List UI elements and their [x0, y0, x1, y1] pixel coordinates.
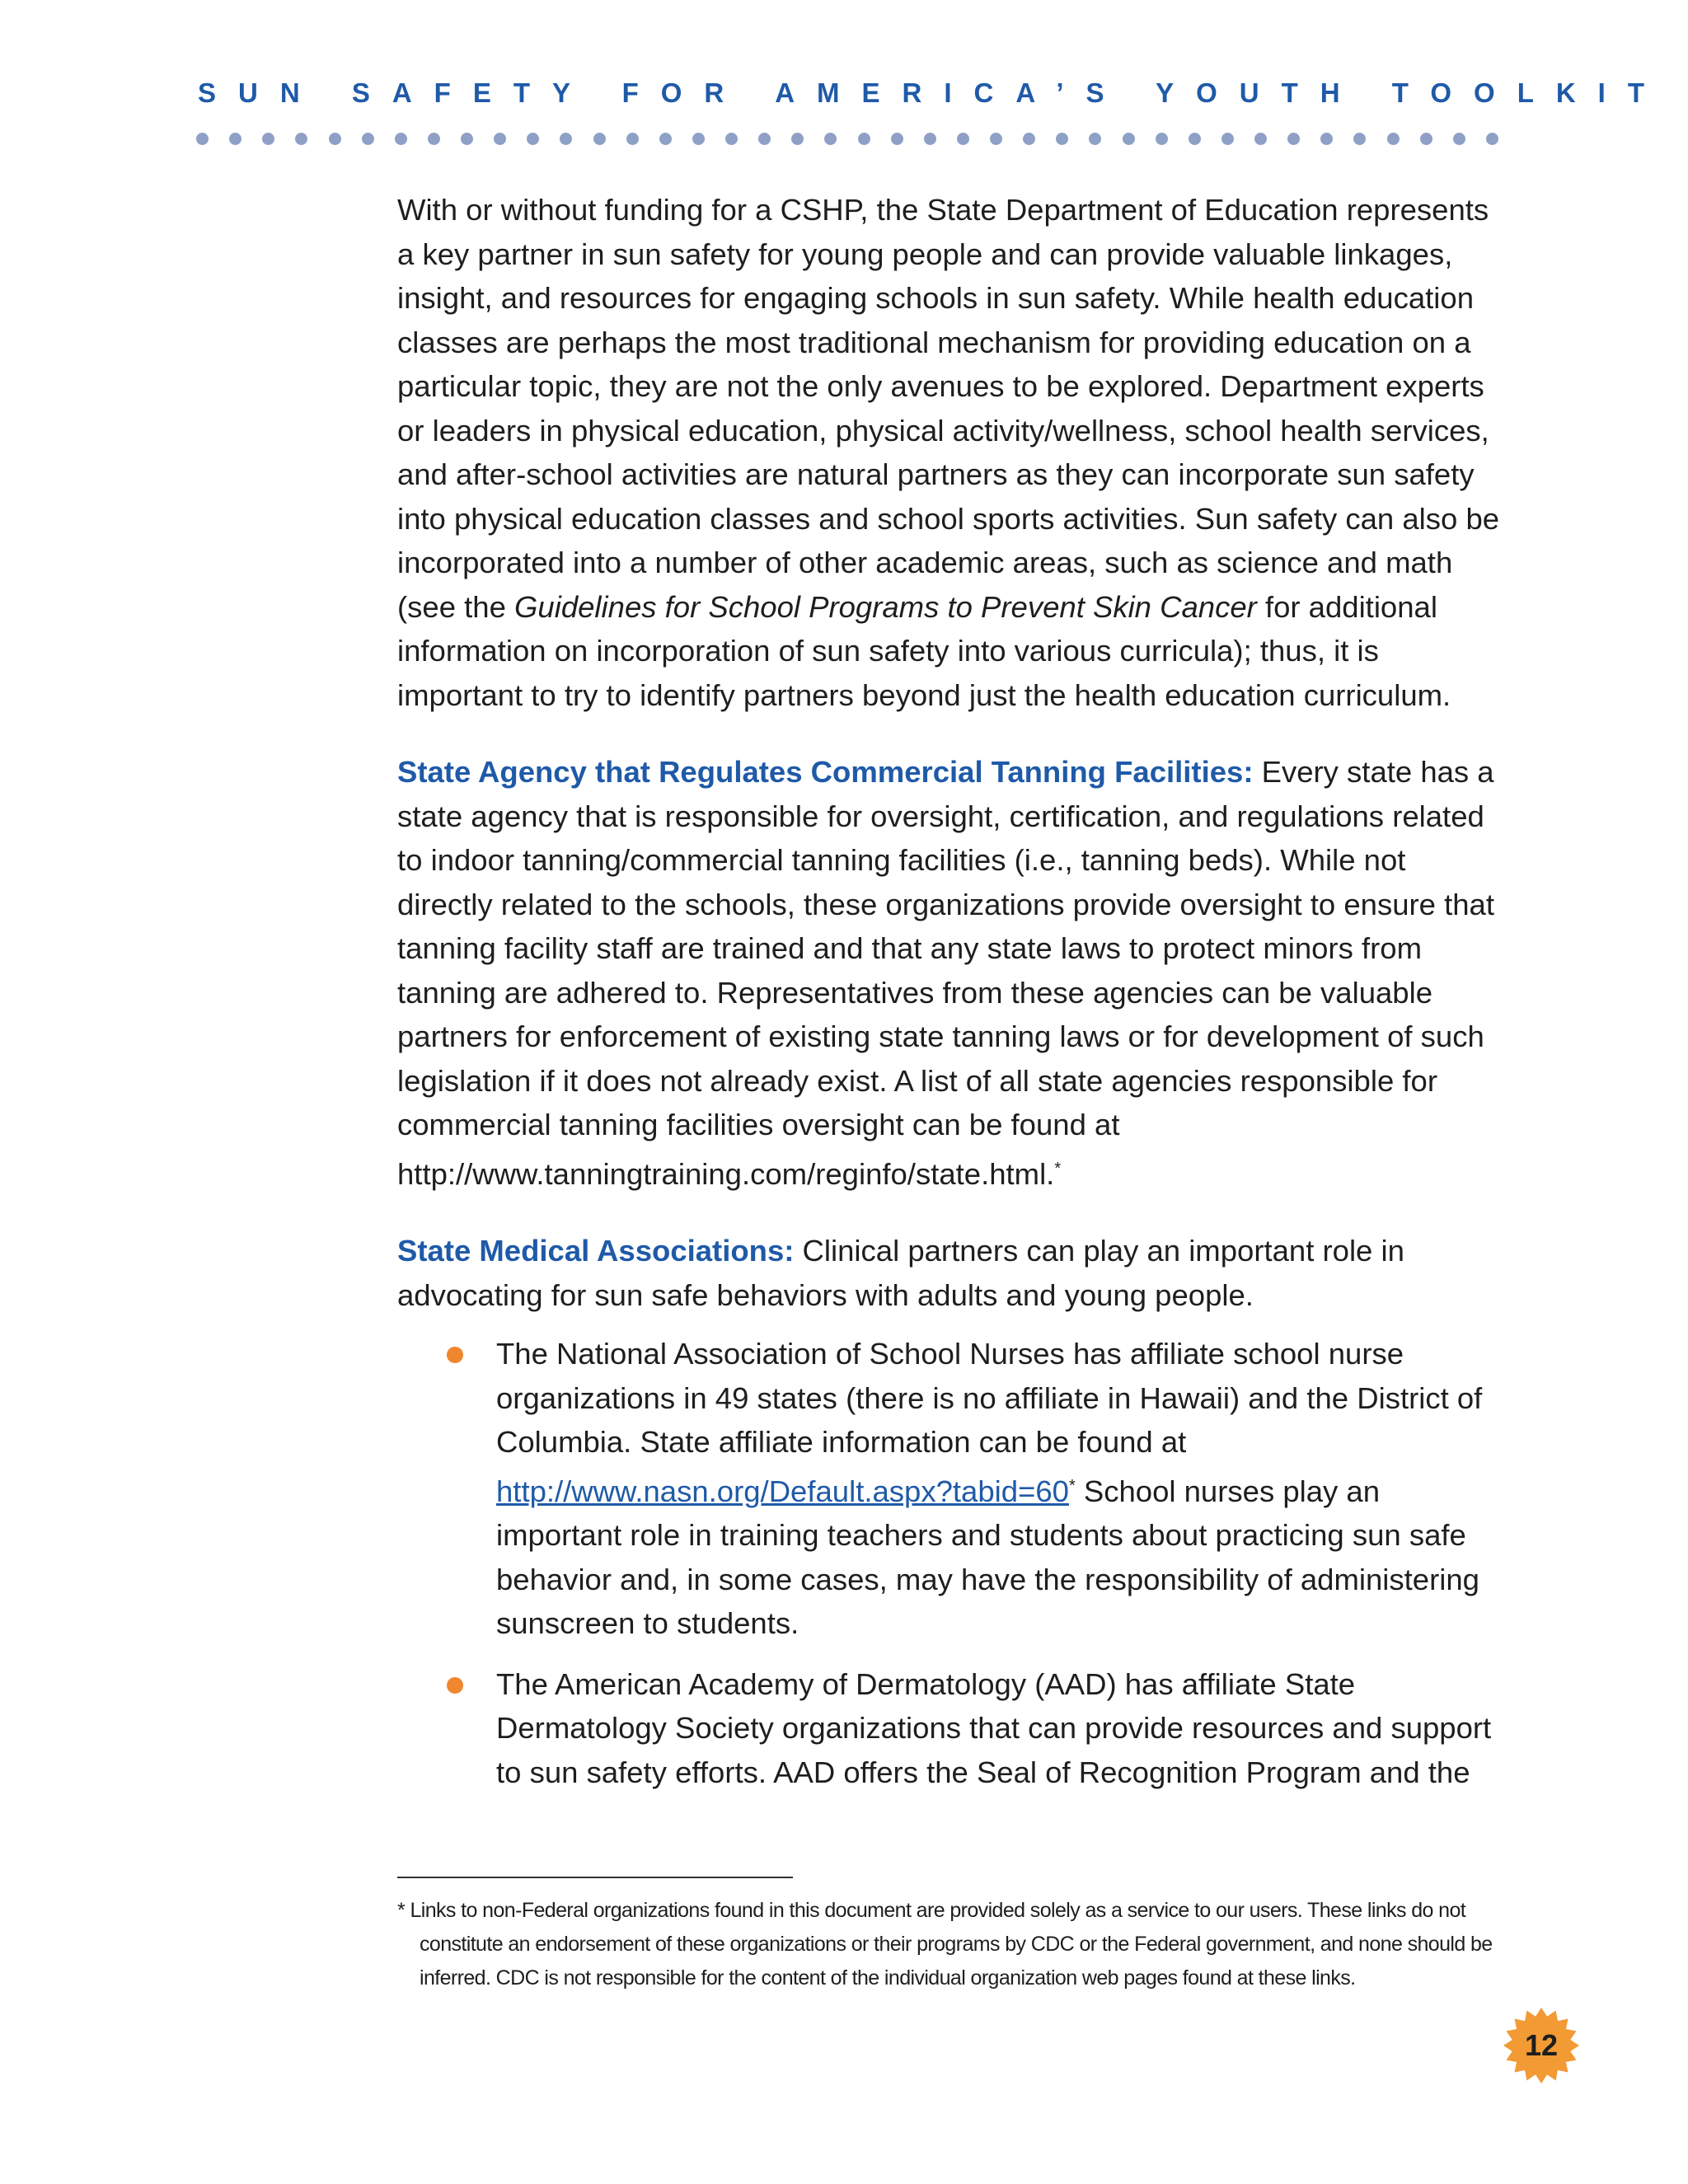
- divider-dot: [494, 133, 506, 145]
- divider-dot: [593, 133, 606, 145]
- intro-paragraph: [397, 188, 1502, 717]
- divider-dot: [626, 133, 639, 145]
- divider-dot: [858, 133, 870, 145]
- divider-dot: [229, 133, 241, 145]
- medical-heading: State Medical Associations:: [397, 1234, 795, 1268]
- bullet-dot-icon: [447, 1677, 463, 1694]
- medical-text: Clinical partners can play an important role in advocating for sun safe behaviors with adults and young people.: [397, 1234, 1404, 1312]
- main-content: [397, 188, 1502, 1811]
- bullet-list: [397, 1332, 1502, 1794]
- guidelines-title: Guidelines for School Programs to Prevent Skin Cancer: [514, 589, 1257, 624]
- divider-dot: [262, 133, 274, 145]
- tanning-footnote-mark: *: [1054, 1159, 1062, 1178]
- divider-dot: [1287, 133, 1300, 145]
- divider-dot: [1420, 133, 1432, 145]
- divider-dot: [527, 133, 539, 145]
- nasn-link[interactable]: http://www.nasn.org/Default.aspx?tabid=60: [496, 1474, 1069, 1508]
- divider-dot: [395, 133, 407, 145]
- divider-dot: [1353, 133, 1366, 145]
- divider-dot: [428, 133, 440, 145]
- divider-dot: [725, 133, 738, 145]
- divider-dot: [560, 133, 572, 145]
- divider-dot: [990, 133, 1002, 145]
- divider-dot: [1221, 133, 1234, 145]
- list-item: [397, 1332, 1502, 1646]
- tanning-paragraph: [397, 750, 1502, 1196]
- divider-dot: [924, 133, 936, 145]
- divider-dot: [1387, 133, 1400, 145]
- divider-dot: [692, 133, 705, 145]
- medical-paragraph: [397, 1229, 1502, 1317]
- divider-dot: [1453, 133, 1465, 145]
- divider-dot: [1023, 133, 1035, 145]
- divider-dot: [1254, 133, 1267, 145]
- divider-dot: [1189, 133, 1201, 145]
- divider-dot: [1320, 133, 1333, 145]
- divider-dot: [659, 133, 672, 145]
- footnote: * Links to non-Federal organizations found in this document are provided solely as a service to our users. These links do not constitute an endorsement of these organizations or their programs by CDC or the Federal government, and none should be inferred. CDC is not responsible for the content of the individual organization web pages found at these links.: [397, 1899, 1493, 1990]
- bullet-dot-icon: [447, 1347, 463, 1363]
- dotted-divider: [196, 131, 1498, 146]
- divider-dot: [824, 133, 837, 145]
- tanning-heading: State Agency that Regulates Commercial Tanning Facilities:: [397, 755, 1254, 789]
- list-item: [397, 1662, 1502, 1795]
- divider-dot: [295, 133, 307, 145]
- footnote-divider: [397, 1877, 793, 1878]
- divider-dot: [362, 133, 374, 145]
- divider-dot: [1486, 133, 1498, 145]
- divider-dot: [891, 133, 903, 145]
- divider-dot: [329, 133, 341, 145]
- divider-dot: [1123, 133, 1135, 145]
- nasn-text-1: The National Association of School Nurses has affiliate school nurse organizations in 49 states (there is no affiliate in Hawaii) and the District of Columbia. State affiliate information can be found at: [496, 1337, 1483, 1460]
- nasn-text-2: School nurses play an important role in training teachers and students about practicing sun safe behavior and, in some cases, may have the responsibility of administering sunscreen to students.: [496, 1474, 1479, 1641]
- tanning-text: Every state has a state agency that is responsible for oversight, certification, and regulations related to indoor tanning/commercial tanning facilities (i.e., tanning beds). While not directly related to the schools, these organizations provide oversight to ensure that tanning facility staff are trained and that any state laws to protect minors from tanning are adhered to. Representatives from these agencies can be valuable partners for enforcement of existing state tanning laws or for development of such legislation if it does not already exist. A list of all state agencies responsible for commercial tanning facilities oversight can be found at http://www.tanningtraining.com/reginfo/state.html.: [397, 755, 1494, 1191]
- running-header: SUN SAFETY FOR AMERICA’S YOUTH TOOLKIT: [198, 77, 1667, 108]
- divider-dot: [196, 133, 209, 145]
- page-number: 12: [1524, 2028, 1559, 2062]
- divider-dot: [1056, 133, 1068, 145]
- divider-dot: [957, 133, 969, 145]
- divider-dot: [461, 133, 473, 145]
- divider-dot: [1089, 133, 1101, 145]
- nasn-footnote-mark: *: [1068, 1476, 1076, 1495]
- intro-text-2: for additional information on incorporation of sun safety into various curricula); thus, it is important to try to identify partners beyond just the health education curriculum.: [397, 589, 1451, 712]
- divider-dot: [1156, 133, 1168, 145]
- intro-text-1: With or without funding for a CSHP, the State Department of Education represents a key partner in sun safety for young people and can provide valuable linkages, insight, and resources for engaging schools in sun safety. While health education classes are perhaps the most traditional mechanism for providing education on a particular topic, they are not the only avenues to be explored. Department experts or leaders in physical education, physical activity/wellness, school health services, and after-school activities are natural partners as they can incorporate sun safety into physical education classes and school sports activities. Sun safety can also be incorporated into a number of other academic areas, such as science and math (see the: [397, 193, 1500, 624]
- aad-text: The American Academy of Dermatology (AAD) has affiliate State Dermatology Society organizations that can provide resources and support to sun safety efforts. AAD offers the Seal of Recognition Program and the: [496, 1666, 1492, 1789]
- divider-dot: [791, 133, 804, 145]
- divider-dot: [758, 133, 771, 145]
